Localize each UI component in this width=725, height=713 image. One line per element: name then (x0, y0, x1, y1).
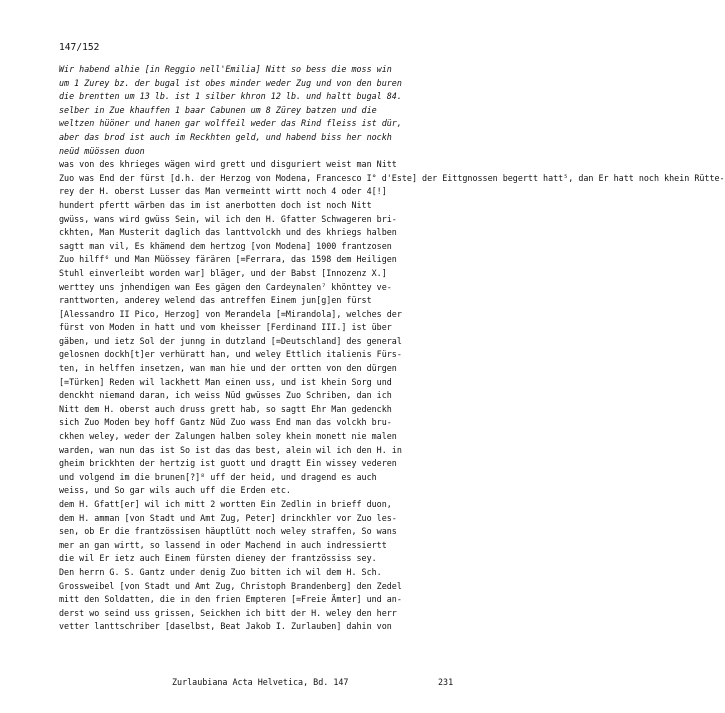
footer-publication-title: Zurlaubiana Acta Helvetica, Bd. 147 (172, 677, 349, 687)
text-line: mer an gan wirtt, so lassend in oder Machend in auch indressiertt (59, 539, 387, 550)
text-line: hundert pfertt wärben das im ist anerbotten doch ist noch Nitt (59, 199, 372, 210)
text-line: ckhen weley, weder der Zalungen halben soley khein monett nie malen (59, 431, 397, 442)
text-line: ckhten, Man Musterit daglich das lanttvolckh und des khriegs halben (59, 227, 397, 238)
text-line: warden, wan nun das ist So ist das das best, alein wil ich den H. in (59, 444, 402, 455)
text-line: aber das brod ist auch im Reckhten geld, und habend biss her nockh (59, 131, 392, 142)
text-line: sagtt man vil, Es khämend dem hertzog [von Modena] 1000 frantzosen (59, 240, 392, 251)
text-line: vetter lanttschriber [daselbst, Beat Jakob I. Zurlauben] dahin von (59, 621, 392, 632)
text-line: weltzen hüöner und hanen gar wolffeil weder das Rind fleiss ist dür, (59, 118, 402, 129)
text-line: sen, ob Er die frantzössisen häuptlütt noch weley straffen, So wans (59, 526, 397, 537)
text-line: Zuo was End der fürst [d.h. der Herzog von Modena, Francesco I° d'Este] der Eittgnossen begertt hatt⁵, dan Er hatt noch khein Rütte- (59, 172, 725, 183)
text-line: denckht niemand daran, ich weiss Nüd gwüsses Zuo Schriben, dan ich (59, 390, 392, 401)
text-line: selber in Zue khauffen 1 baar Cabunen um 8 Zürey batzen und die (59, 104, 377, 115)
text-line: gelosnen dockh[t]er verhüratt han, und weley Ettlich italienis Fürs- (59, 349, 402, 360)
text-line: Wir habend alhie [in Reggio nell'Emilia] Nitt so bess die moss win (59, 64, 392, 74)
text-line: dem H. amman [von Stadt und Amt Zug, Peter] drinckhler vor Zuo les- (59, 512, 397, 523)
text-line: fürst von Moden in hatt und vom kheisser [Ferdinand III.] ist über (59, 322, 392, 333)
text-line: die wil Er ietz auch Einem fürsten dieney der frantzössiss sey. (59, 553, 377, 564)
text-line: ten, in helffen insetzen, wan man hie und der ortten von den dürgen (59, 363, 397, 374)
text-line: die brentten um 13 lb. ist 1 silber khron 12 lb. und haltt bugal 84. (59, 91, 402, 102)
text-line: rey der H. oberst Lusser das Man vermeintt wirtt noch 4 oder 4[!] (59, 186, 387, 197)
folio-number: 147/152 (59, 42, 100, 53)
text-line: mitt den Soldatten, die in den frien Empteren [=Freie Ämter] und an- (59, 594, 402, 605)
text-line: ranttworten, anderey welend das antreffen Einem jun[g]en fürst (59, 295, 372, 306)
text-line: Stuhl einverleibt worden war] bläger, und der Babst [Innozenz X.] (59, 267, 387, 278)
text-line: neüd müössen duon (59, 145, 145, 156)
text-line: und volgend im die brunen[?]⁸ uff der heid, und dragend es auch (59, 471, 377, 482)
text-line: Zuo hilff⁶ und Man Müössey färären [=Ferrara, das 1598 dem Heiligen (59, 254, 397, 265)
transcription-body (59, 63, 725, 634)
text-line: dem H. Gfatt[er] wil ich mitt 2 wortten Ein Zedlin in brieff duon, (59, 499, 392, 509)
text-line: Grossweibel [von Stadt und Amt Zug, Christoph Brandenberg] den Zedel (59, 580, 402, 591)
text-line: gäben, und ietz Sol der junng in dutzland [=Deutschland] des general (59, 335, 402, 346)
footer-page-number: 231 (438, 677, 454, 687)
text-line: was von des khrieges wägen wird grett und disguriert weist man Nitt (59, 159, 397, 170)
text-line: um 1 Zurey bz. der bugal ist obes minder weder Zug und von den buren (59, 77, 402, 88)
text-line: sich Zuo Moden bey hoff Gantz Nüd Zuo wass End man das volckh bru- (59, 417, 392, 428)
text-line: gwüss, wans wird gwüss Sein, wil ich den H. Gfatter Schwageren bri- (59, 213, 397, 224)
text-line: [Alessandro II Pico, Herzog] von Merandela [=Mirandola], welches der (59, 308, 402, 319)
text-line: weiss, und So gar wils auch uff die Erden etc. (59, 485, 291, 496)
text-line: [=Türken] Reden wil lackhett Man einen uss, und ist khein Sorg und (59, 376, 392, 387)
text-line: Den herrn G. S. Gantz under denig Zuo bitten ich wil dem H. Sch. (59, 566, 382, 577)
text-line: Nitt dem H. oberst auch druss grett hab, so sagtt Ehr Man gedenckh (59, 403, 392, 414)
text-line: derst wo seind uss grissen, Seickhen ich bitt der H. weley den herr (59, 607, 397, 618)
text-line: gheim brickhten der hertzig ist guott und dragtt Ein wissey vederen (59, 458, 397, 469)
text-line: werttey uns jnhendigen wan Ees gägen den Cardeynalen⁷ khönttey ve- (59, 281, 392, 292)
